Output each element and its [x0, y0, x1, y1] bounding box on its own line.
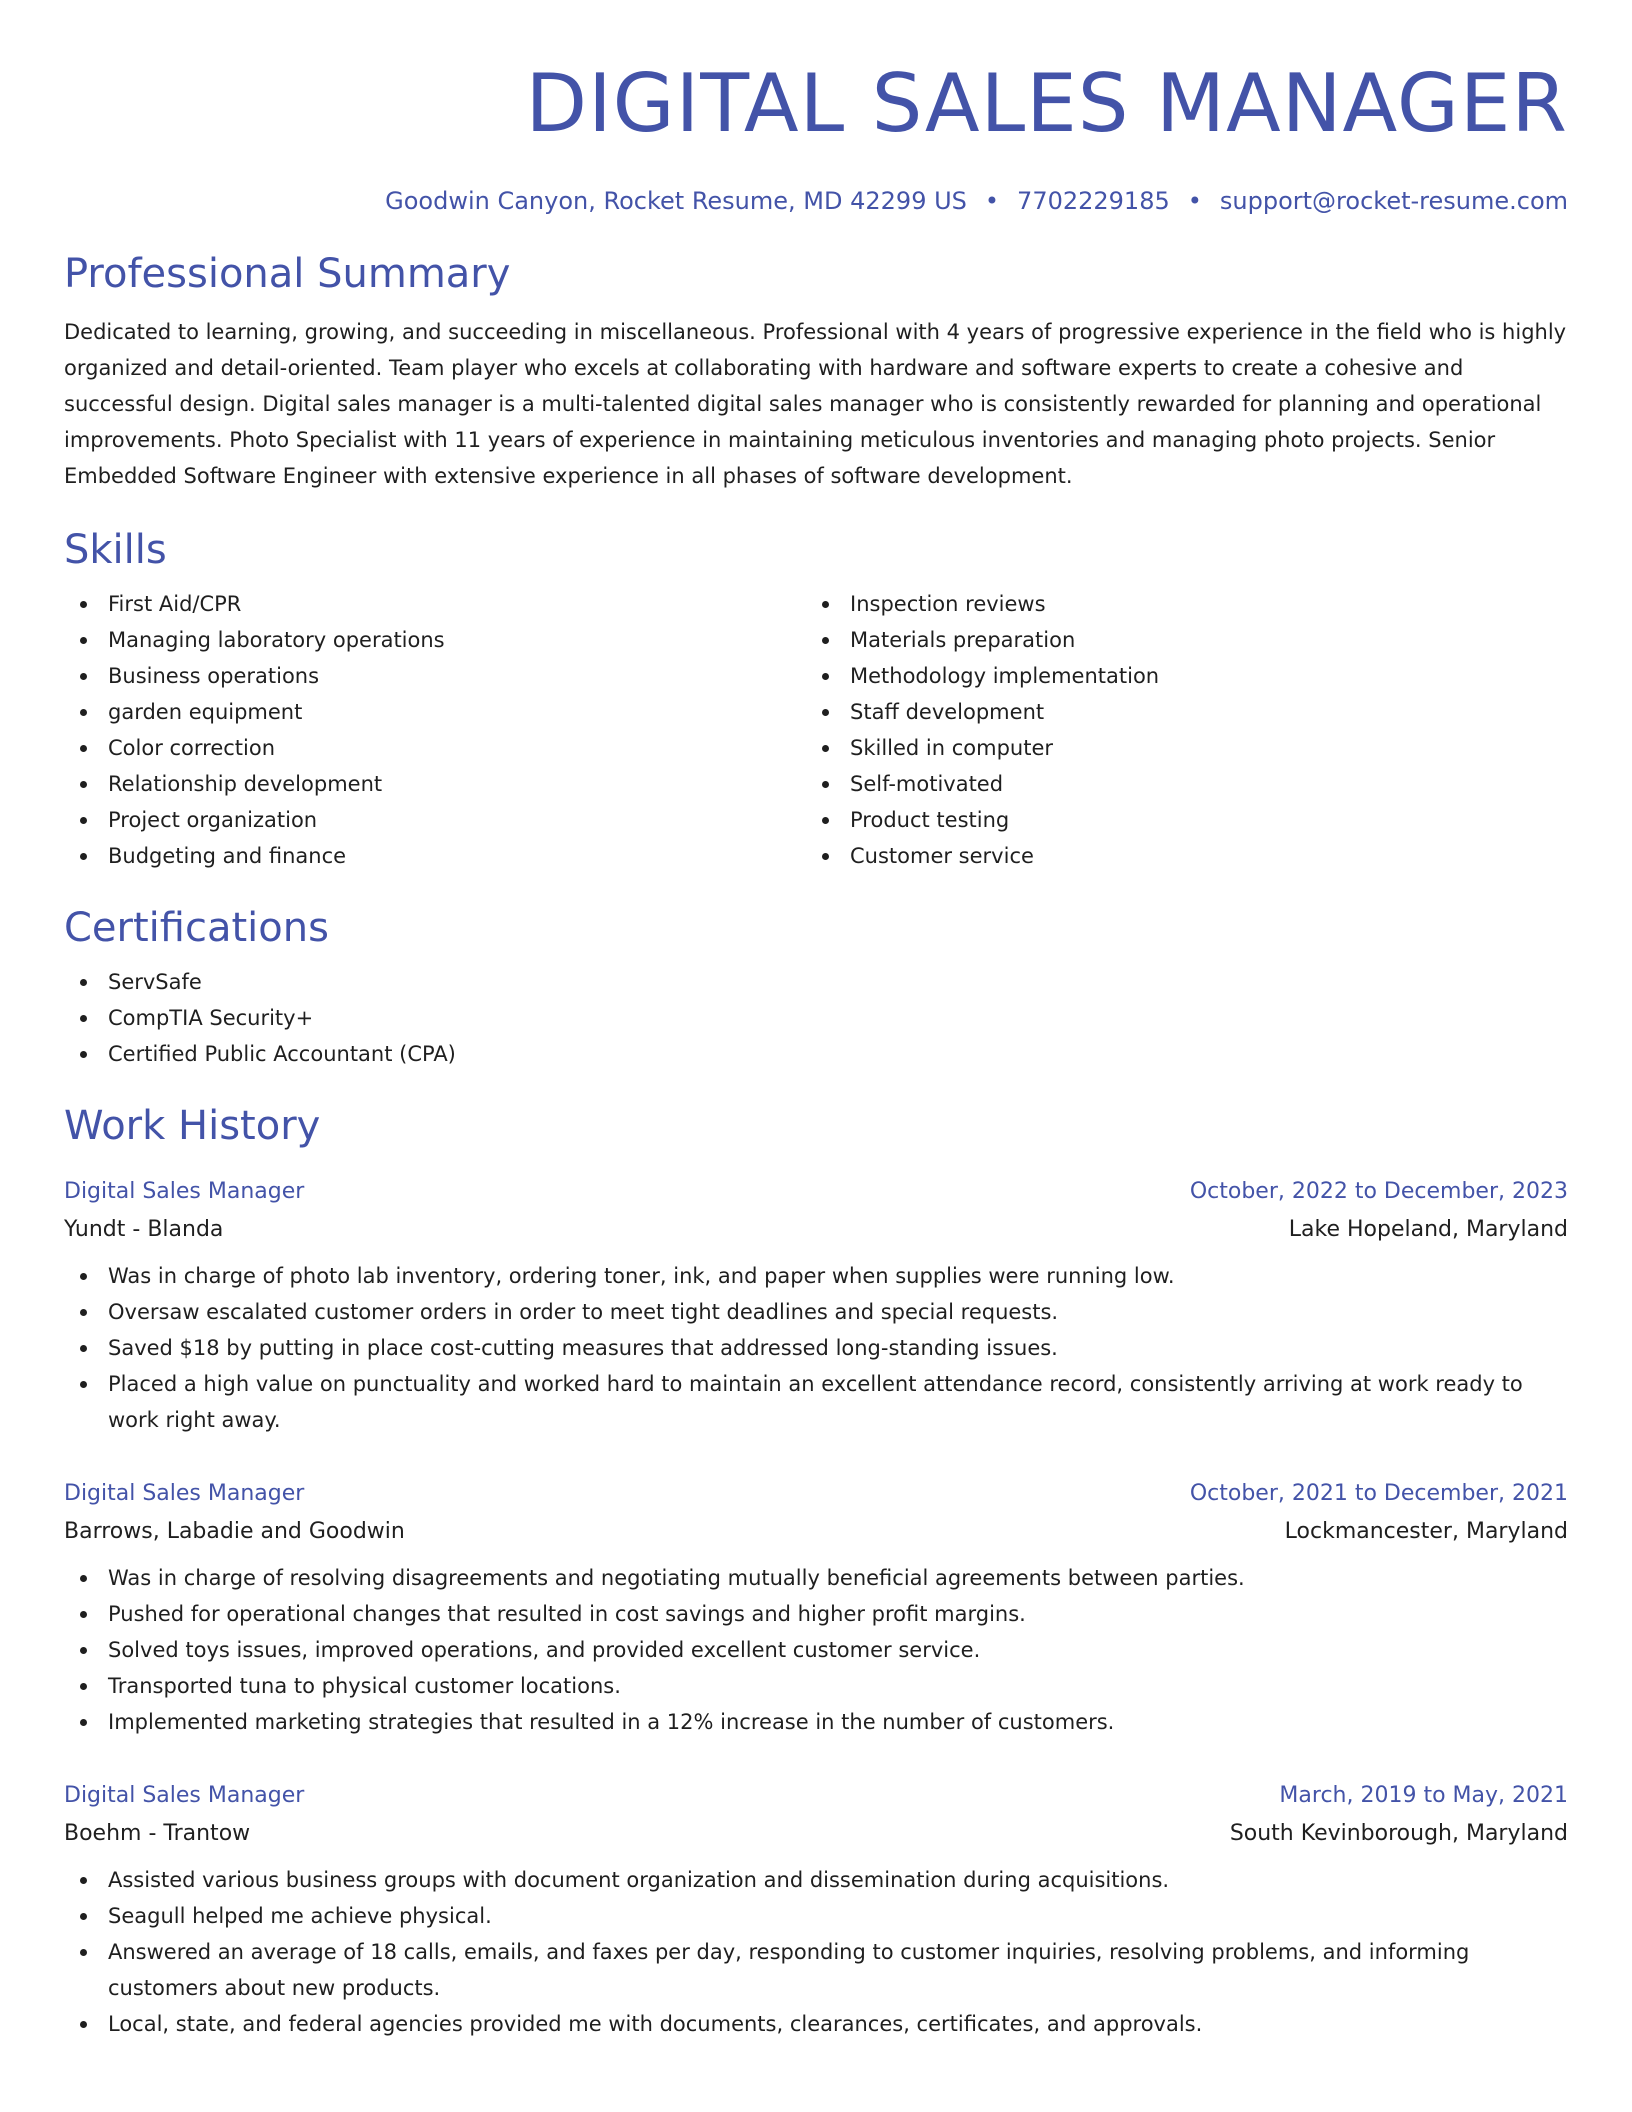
skills-columns — [64, 586, 1568, 874]
job-company-row — [64, 1816, 1568, 1852]
job-dates: March, 2019 to May, 2021 — [1279, 1783, 1568, 1808]
skill-item: Inspection reviews — [806, 586, 1548, 622]
skills-list-left — [64, 586, 806, 874]
job-bullets — [64, 1560, 1568, 1740]
candidate-title: DIGITAL SALES MANAGER — [525, 57, 1568, 150]
work-history-heading: Work History — [64, 1103, 321, 1149]
skill-item: Budgeting and finance — [64, 838, 806, 874]
job-company: Yundt - Blanda — [64, 1217, 224, 1242]
job-entry — [64, 1776, 1568, 2042]
contact-separator: • — [1187, 187, 1202, 215]
job-bullet: Answered an average of 18 calls, emails, and faxes per day, responding to customer inquiries, resolving problems, and informing customers about new products. — [64, 1934, 1568, 2006]
skill-item: Skilled in computer — [806, 730, 1548, 766]
skill-item: Project organization — [64, 802, 806, 838]
skills-list-right — [806, 586, 1548, 874]
skill-item: Relationship development — [64, 766, 806, 802]
job-bullets — [64, 1862, 1568, 2042]
job-bullet: Was in charge of photo lab inventory, ordering toner, ink, and paper when supplies were running low. — [64, 1258, 1568, 1294]
skill-item: Materials preparation — [806, 622, 1548, 658]
job-title-row — [64, 1776, 1568, 1816]
job-bullet: Transported tuna to physical customer locations. — [64, 1668, 1568, 1704]
job-title-row — [64, 1474, 1568, 1514]
certification-item: ServSafe — [64, 964, 1568, 1000]
job-dates: October, 2021 to December, 2021 — [1189, 1481, 1568, 1506]
certification-item: Certified Public Accountant (CPA) — [64, 1036, 1568, 1072]
skill-item: Staff development — [806, 694, 1548, 730]
skill-item: Methodology implementation — [806, 658, 1548, 694]
job-bullets — [64, 1258, 1568, 1438]
job-entry — [64, 1474, 1568, 1740]
job-bullet: Local, state, and federal agencies provided me with documents, clearances, certificates, and approvals. — [64, 2006, 1568, 2042]
job-title-row — [64, 1172, 1568, 1212]
job-company-row — [64, 1212, 1568, 1248]
contact-email: support@rocket-resume.com — [1219, 187, 1568, 215]
job-location: Lake Hopeland, Maryland — [1288, 1217, 1568, 1242]
skills-heading: Skills — [64, 527, 167, 573]
job-bullet: Implemented marketing strategies that resulted in a 12% increase in the number of customers. — [64, 1704, 1568, 1740]
job-location: South Kevinborough, Maryland — [1229, 1821, 1568, 1846]
job-company-row — [64, 1514, 1568, 1550]
skill-item: Self-motivated — [806, 766, 1548, 802]
job-location: Lockmancester, Maryland — [1284, 1519, 1568, 1544]
job-bullet: Saved $18 by putting in place cost-cutting measures that addressed long-standing issues. — [64, 1330, 1568, 1366]
job-bullet: Was in charge of resolving disagreements and negotiating mutually beneficial agreements between parties. — [64, 1560, 1568, 1596]
contact-address: Goodwin Canyon, Rocket Resume, MD 42299 US — [385, 187, 967, 215]
skill-item: Color correction — [64, 730, 806, 766]
job-bullet: Pushed for operational changes that resulted in cost savings and higher profit margins. — [64, 1596, 1568, 1632]
certifications-heading: Certifications — [64, 905, 329, 951]
contact-phone: 7702229185 — [1017, 187, 1170, 215]
job-bullet: Solved toys issues, improved operations, and provided excellent customer service. — [64, 1632, 1568, 1668]
job-entry — [64, 1172, 1568, 1438]
job-company: Barrows, Labadie and Goodwin — [64, 1519, 405, 1544]
skill-item: Business operations — [64, 658, 806, 694]
job-bullet: Placed a high value on punctuality and worked hard to maintain an excellent attendance record, consistently arriving at work ready to work right away. — [64, 1366, 1568, 1438]
contact-separator: • — [984, 187, 1000, 215]
job-dates: October, 2022 to December, 2023 — [1189, 1179, 1568, 1204]
skill-item: garden equipment — [64, 694, 806, 730]
contact-line — [64, 184, 1568, 218]
skill-item: Product testing — [806, 802, 1548, 838]
job-title: Digital Sales Manager — [64, 1783, 305, 1808]
job-title: Digital Sales Manager — [64, 1481, 305, 1506]
summary-text: Dedicated to learning, growing, and succeeding in miscellaneous. Professional with 4 years of progressive experience in the field who is highly organized and detail-oriented. Team player who excels at collaborating with hardware and software experts to create a cohesive and successful design. Digital sales manager is a multi-talented digital sales manager who is consistently rewarded for planning and operational improvements. Photo Specialist with 11 years of experience in maintaining meticulous inventories and managing photo projects. Senior Embedded Software Engineer with extensive experience in all phases of software development. — [64, 320, 1567, 488]
summary-heading: Professional Summary — [64, 251, 511, 297]
skill-item: Customer service — [806, 838, 1548, 874]
job-bullet: Oversaw escalated customer orders in order to meet tight deadlines and special requests. — [64, 1294, 1568, 1330]
skill-item: Managing laboratory operations — [64, 622, 806, 658]
job-title: Digital Sales Manager — [64, 1179, 305, 1204]
certification-item: CompTIA Security+ — [64, 1000, 1568, 1036]
skill-item: First Aid/CPR — [64, 586, 806, 622]
job-bullet: Assisted various business groups with document organization and dissemination during acquisitions. — [64, 1862, 1568, 1898]
resume-header — [64, 54, 1568, 218]
job-company: Boehm - Trantow — [64, 1821, 251, 1846]
resume-page — [64, 0, 1568, 2042]
certifications-list — [64, 964, 1568, 1072]
job-bullet: Seagull helped me achieve physical. — [64, 1898, 1568, 1934]
